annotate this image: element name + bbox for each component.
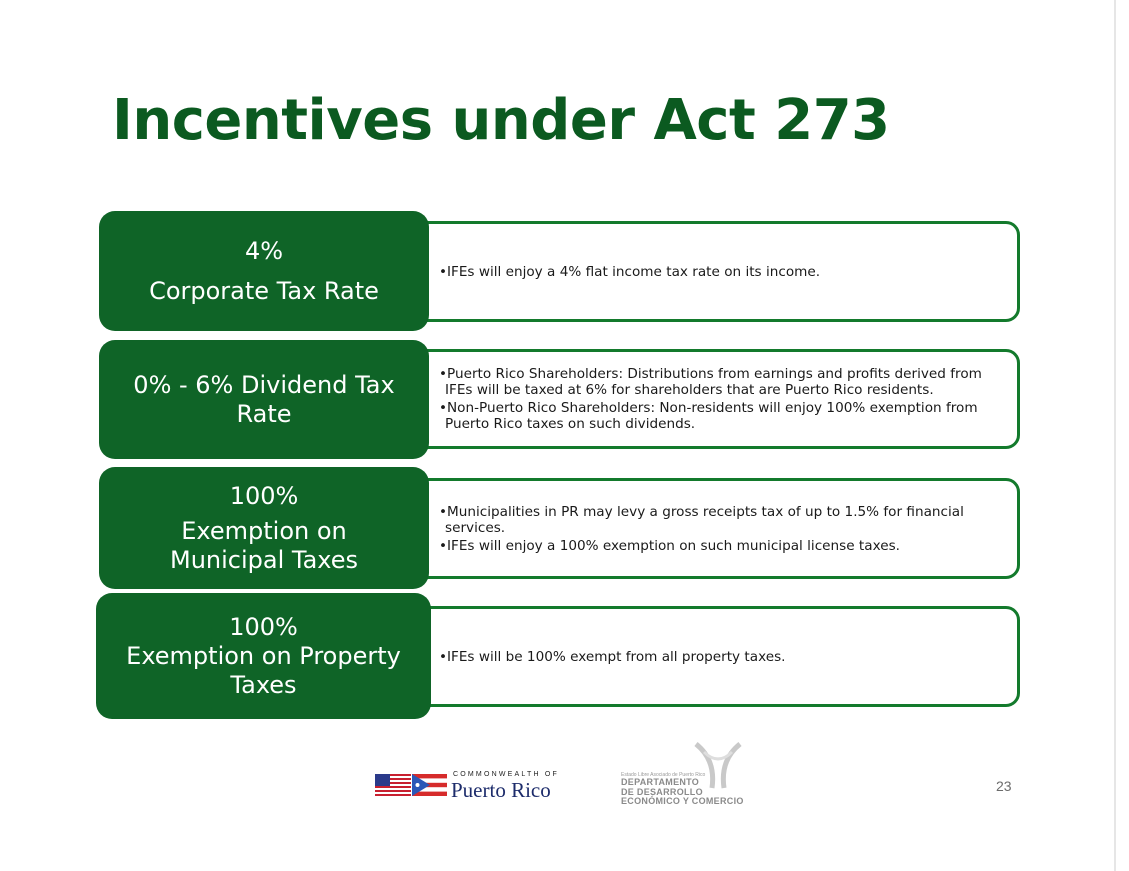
incentive-label-box <box>99 211 429 331</box>
incentive-description-box <box>400 221 1020 322</box>
incentive-label-line: Rate <box>236 399 292 428</box>
slide-title: Incentives under Act 273 <box>112 88 890 153</box>
incentive-label-box <box>99 340 429 459</box>
dept-name-line: DEPARTAMENTO <box>621 777 700 787</box>
incentive-label-box <box>96 593 431 719</box>
incentive-description-box <box>400 606 1020 707</box>
incentive-row-corporate-tax <box>0 211 1129 331</box>
incentive-label-line: Municipal Taxes <box>169 545 359 574</box>
incentive-label-line: 4% <box>244 236 284 265</box>
incentive-bullet: •Puerto Rico Shareholders: Distributions from earnings and profits derived from IFEs will be taxed at 6% for shareholders that are Puerto Rico residents. <box>439 366 982 398</box>
incentive-row-municipal-taxes <box>0 467 1129 589</box>
slide-footer <box>0 742 1129 812</box>
dept-name-line: ECONÓMICO Y COMERCIO <box>621 796 744 806</box>
puerto-rico-flag-icon <box>412 774 447 796</box>
incentive-label-line: 100% <box>229 612 298 641</box>
commonwealth-text: COMMONWEALTH OF <box>453 771 559 778</box>
incentive-label-line: 100% <box>229 481 299 510</box>
incentive-bullet: •IFEs will enjoy a 4% flat income tax rate on its income. <box>439 263 821 280</box>
incentive-row-property-taxes <box>0 593 1129 719</box>
incentive-label-line: Exemption on <box>181 516 347 545</box>
incentive-label-line: Taxes <box>230 670 297 699</box>
incentive-bullet: •Non-Puerto Rico Shareholders: Non-residents will enjoy 100% exemption from Puerto Rico taxes on such dividends. <box>439 400 978 432</box>
incentive-description-box <box>400 349 1020 449</box>
puerto-rico-logo-text: Puerto Rico <box>451 778 551 802</box>
incentive-bullet: •IFEs will enjoy a 100% exemption on such municipal license taxes. <box>439 537 900 554</box>
incentive-label-line: Exemption on Property <box>126 641 401 670</box>
ddec-logo-icon <box>690 742 746 790</box>
us-flag-icon <box>375 774 447 796</box>
incentive-label-line: 0% - 6% Dividend Tax <box>133 370 395 399</box>
dept-name-line: DE DESARROLLO <box>621 786 703 797</box>
page-number: 23 <box>996 778 1012 794</box>
incentive-bullet: •Municipalities in PR may levy a gross receipts tax of up to 1.5% for financial services. <box>439 503 964 536</box>
dept-subtitle: Estado Libre Asociado de Puerto Rico <box>621 772 706 778</box>
incentive-bullet: •IFEs will be 100% exempt from all property taxes. <box>439 648 786 665</box>
incentive-label-line: Corporate Tax Rate <box>149 276 379 305</box>
incentive-label-box <box>99 467 429 589</box>
incentive-description-box <box>400 478 1020 579</box>
incentive-row-dividend-tax <box>0 340 1129 460</box>
